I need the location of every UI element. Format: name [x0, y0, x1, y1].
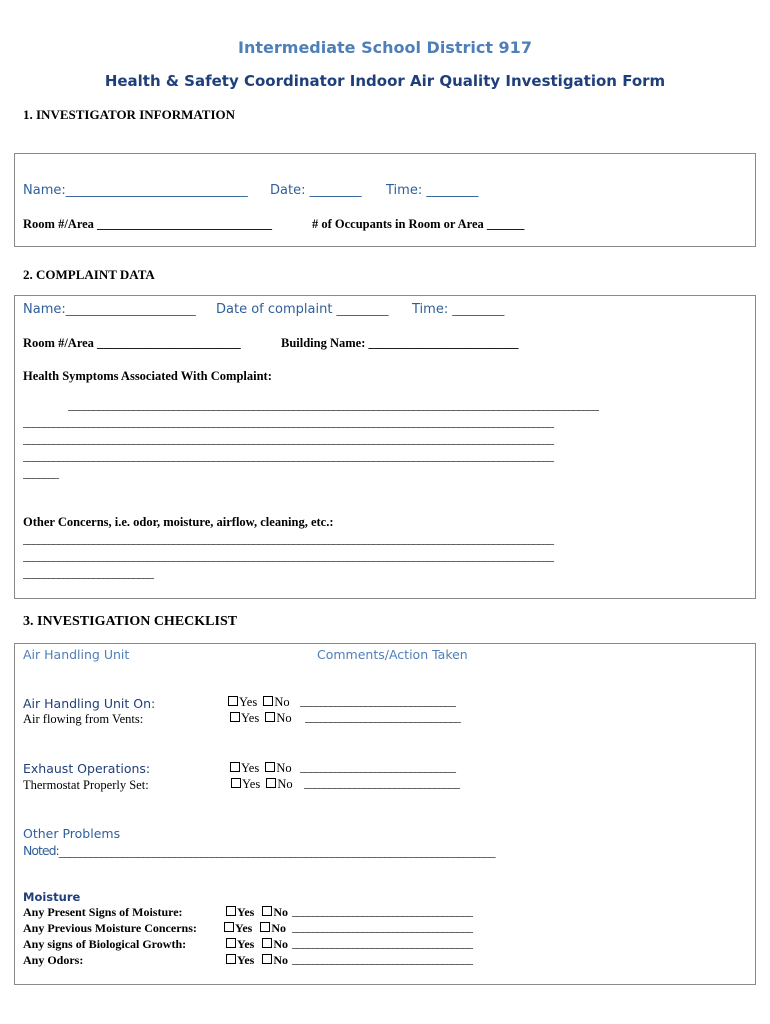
checkbox-icon[interactable] [265, 712, 275, 722]
complaint-name-field[interactable]: Name:____________________ [23, 302, 196, 317]
moisture-present-choice [226, 905, 288, 920]
symptoms-label: Health Symptoms Associated With Complaint: [23, 369, 272, 383]
ahu-on-label: Air Handling Unit On: [23, 696, 156, 711]
investigator-name-field[interactable]: Name:____________________________ [23, 183, 248, 198]
building-name-field[interactable]: Building Name: ________________________ [281, 336, 519, 350]
symptoms-line[interactable]: _______ [23, 466, 58, 480]
comments-title: Comments/Action Taken [317, 647, 468, 662]
investigator-date-field[interactable]: Date: ________ [270, 183, 362, 198]
complaint-time-field[interactable]: Time: ________ [412, 302, 505, 317]
checkbox-icon[interactable] [228, 696, 238, 706]
air-handling-unit-title: Air Handling Unit [23, 647, 130, 662]
symptoms-line[interactable]: __________________________________________________________________________________________________________ [23, 432, 553, 446]
checkbox-icon[interactable] [265, 762, 275, 772]
checkbox-icon[interactable] [262, 954, 272, 964]
symptoms-line[interactable]: __________________________________________________________________________________________________________ [68, 398, 598, 412]
section-heading-complaint: 2. COMPLAINT DATA [23, 267, 155, 282]
investigator-box [14, 153, 756, 247]
moisture-previous-label: Any Previous Moisture Concerns: [23, 921, 197, 935]
yes-label: Yes [239, 695, 258, 709]
checkbox-icon[interactable] [230, 762, 240, 772]
ahu-on-comment-line[interactable]: _______________________________ [300, 694, 455, 708]
biological-growth-comment-line[interactable]: ____________________________________ [292, 936, 472, 950]
checkbox-icon[interactable] [260, 922, 270, 932]
investigator-time-field[interactable]: Time: ________ [386, 183, 479, 198]
checkbox-icon[interactable] [231, 778, 241, 788]
yes-label: Yes [237, 953, 255, 967]
odors-label: Any Odors: [23, 953, 84, 967]
checkbox-icon[interactable] [262, 906, 272, 916]
section-heading-checklist: 3. INVESTIGATION CHECKLIST [23, 614, 238, 629]
checkbox-icon[interactable] [226, 906, 236, 916]
other-concerns-label: Other Concerns, i.e. odor, moisture, airflow, cleaning, etc.: [23, 515, 334, 529]
thermostat-label: Thermostat Properly Set: [23, 778, 149, 792]
symptoms-line[interactable]: __________________________________________________________________________________________________________ [23, 449, 553, 463]
moisture-previous-choice [224, 921, 286, 936]
section-heading-investigator: 1. INVESTIGATOR INFORMATION [23, 107, 235, 122]
no-label: No [277, 777, 293, 791]
checkbox-icon[interactable] [226, 954, 236, 964]
form-title: Health & Safety Coordinator Indoor Air Quality Investigation Form [104, 72, 666, 90]
thermostat-comment-line[interactable]: _______________________________ [304, 776, 459, 790]
biological-growth-label: Any signs of Biological Growth: [23, 937, 187, 951]
complaint-room-field[interactable]: Room #/Area _______________________ [23, 336, 241, 350]
yes-label: Yes [241, 761, 260, 775]
checkbox-icon[interactable] [230, 712, 240, 722]
exhaust-choice [230, 761, 292, 776]
yes-label: Yes [235, 921, 253, 935]
moisture-title: Moisture [23, 890, 81, 904]
complaint-date-field[interactable]: Date of complaint ________ [216, 302, 389, 317]
investigator-room-field[interactable]: Room #/Area ____________________________ [23, 217, 273, 231]
checkbox-icon[interactable] [266, 778, 276, 788]
checkbox-icon[interactable] [226, 938, 236, 948]
other-problems-noted-field[interactable]: Noted:___________________________________________________________________________________ [23, 843, 495, 858]
checkbox-icon[interactable] [262, 938, 272, 948]
symptoms-line[interactable]: __________________________________________________________________________________________________________ [23, 415, 553, 429]
air-flowing-choice [230, 711, 292, 726]
no-label: No [273, 937, 289, 951]
yes-label: Yes [242, 777, 261, 791]
odors-choice [226, 953, 288, 968]
no-label: No [274, 695, 290, 709]
air-flowing-comment-line[interactable]: _______________________________ [305, 710, 460, 724]
checkbox-icon[interactable] [224, 922, 234, 932]
other-concerns-line[interactable]: __________________________ [23, 566, 153, 580]
yes-label: Yes [237, 905, 255, 919]
other-concerns-line[interactable]: __________________________________________________________________________________________________________ [23, 549, 553, 563]
yes-label: Yes [241, 711, 260, 725]
air-flowing-label: Air flowing from Vents: [23, 712, 144, 726]
no-label: No [273, 953, 289, 967]
no-label: No [273, 905, 289, 919]
moisture-previous-comment-line[interactable]: ____________________________________ [292, 920, 472, 934]
other-concerns-line[interactable]: __________________________________________________________________________________________________________ [23, 532, 553, 546]
no-label: No [271, 921, 287, 935]
moisture-present-label: Any Present Signs of Moisture: [23, 905, 183, 919]
occupants-field[interactable]: # of Occupants in Room or Area ______ [312, 217, 525, 231]
biological-growth-choice [226, 937, 288, 952]
district-title: Intermediate School District 917 [238, 38, 532, 57]
ahu-on-choice [228, 695, 290, 710]
no-label: No [276, 711, 292, 725]
checkbox-icon[interactable] [263, 696, 273, 706]
odors-comment-line[interactable]: ____________________________________ [292, 952, 472, 966]
thermostat-choice [231, 777, 293, 792]
moisture-present-comment-line[interactable]: ____________________________________ [292, 904, 472, 918]
other-problems-label: Other Problems [23, 826, 121, 841]
exhaust-label: Exhaust Operations: [23, 761, 151, 776]
yes-label: Yes [237, 937, 255, 951]
exhaust-comment-line[interactable]: _______________________________ [300, 760, 455, 774]
no-label: No [276, 761, 292, 775]
